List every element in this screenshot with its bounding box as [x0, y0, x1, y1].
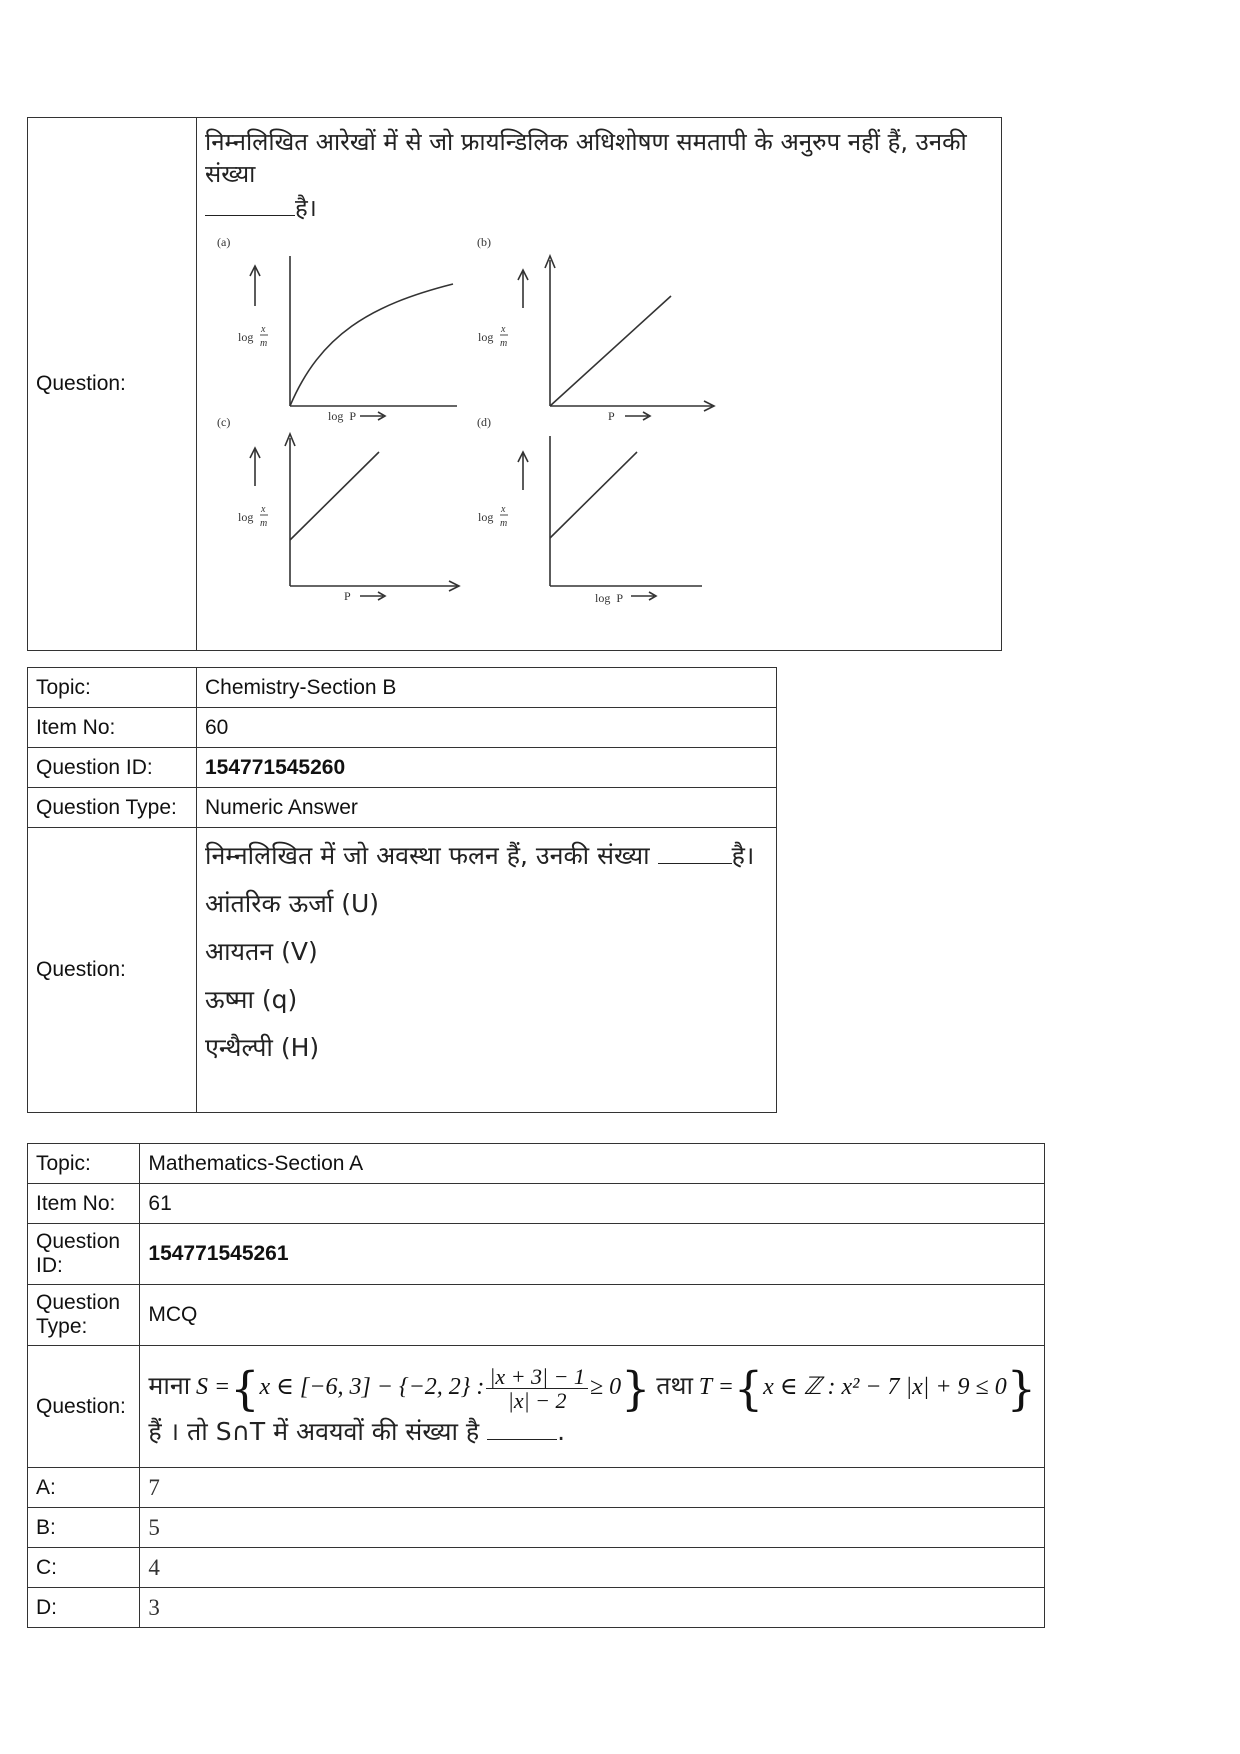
answer-blank [487, 1414, 557, 1440]
question-id-value: 154771545261 [140, 1224, 1045, 1285]
question-type-value: MCQ [140, 1285, 1045, 1346]
question-body [197, 118, 1002, 651]
graph-a-curve [290, 284, 453, 406]
topic-label: Topic: [28, 668, 197, 708]
question-59-table [27, 117, 1002, 651]
set-t-definition: x ∈ ℤ : x² − 7 |x| + 9 ≤ 0 [763, 1374, 1007, 1401]
question-body [140, 1346, 1045, 1468]
graph-c-ylabel: log [238, 510, 254, 525]
graph-a-label: (a) [217, 235, 231, 250]
question-id-value: 154771545260 [197, 748, 777, 788]
graph-a-ylabel: log [238, 330, 254, 345]
question-type-label: Question Type: [28, 1285, 140, 1346]
graph-c-label: (c) [217, 415, 231, 430]
right-brace-icon: } [1006, 1361, 1036, 1416]
question-type-label: Question Type: [28, 788, 197, 828]
question-label: Question: [28, 1346, 140, 1468]
item-no-label: Item No: [28, 1184, 140, 1224]
graph-a-frac-num: x [261, 324, 266, 336]
graph-d-ylabel: log [478, 510, 494, 525]
mana-word: माना [148, 1371, 191, 1401]
list-item: आंतरिक ऊर्जा (U) [205, 889, 380, 918]
option-a-value: 7 [140, 1468, 1045, 1508]
option-d-value: 3 [140, 1588, 1045, 1628]
graph-a-frac-den: m [260, 338, 268, 350]
graph-b-frac-den: m [500, 338, 508, 350]
graph-d-frac-den: m [500, 518, 508, 530]
question-stem-text: निम्नलिखित आरेखों में से जो फ्रायन्डिलिक अधिशोषण समतापी के अनुरुप नहीं हैं, उनकी संख्या [205, 128, 967, 189]
question-line-2-text: हैं । तो S∩T में अवयवों की संख्या है [148, 1417, 480, 1447]
graph-c-xlabel: P [344, 589, 351, 604]
question-id-label: Question ID: [28, 1224, 140, 1285]
question-label: Question: [28, 828, 197, 1113]
graph-b-label: (b) [477, 235, 491, 250]
topic-value: Mathematics-Section A [140, 1144, 1045, 1184]
set-definitions [148, 1361, 1036, 1416]
question-60-table [27, 667, 777, 1113]
question-stem [205, 126, 993, 224]
item-no-value: 60 [197, 708, 777, 748]
item-no-value: 61 [140, 1184, 1045, 1224]
question-line-2 [148, 1414, 1036, 1448]
fraction-numerator: |x + 3| − 1 [486, 1365, 588, 1389]
graph-a-xlabel: log P [328, 409, 357, 424]
option-c-label: C: [28, 1548, 140, 1588]
graph-b-line [550, 296, 671, 406]
left-brace-icon: { [230, 1361, 260, 1416]
question-type-value: Numeric Answer [197, 788, 777, 828]
answer-blank [205, 191, 295, 216]
graph-b-xlabel: P [608, 409, 615, 424]
option-b-value: 5 [140, 1508, 1045, 1548]
set-s-domain: x ∈ [−6, 3] − {−2, 2} : [259, 1374, 485, 1401]
question-stem-end: है। [731, 841, 755, 870]
set-s-lhs: S = [196, 1374, 231, 1401]
set-s-fraction [486, 1365, 588, 1412]
list-item: ऊष्मा (q) [205, 985, 298, 1014]
option-c-value: 4 [140, 1548, 1045, 1588]
left-brace-icon: { [733, 1361, 764, 1416]
option-a-label: A: [28, 1468, 140, 1508]
graph-d-label: (d) [477, 415, 491, 430]
isotherm-graphs [205, 230, 725, 650]
set-t-lhs: T = [698, 1374, 734, 1401]
graph-d-line [550, 452, 637, 538]
graph-b-ylabel: log [478, 330, 494, 345]
question-id-label: Question ID: [28, 748, 197, 788]
question-body [197, 828, 777, 1113]
topic-label: Topic: [28, 1144, 140, 1184]
graph-b-frac-num: x [501, 324, 506, 336]
graph-c-line [290, 452, 379, 540]
list-item: एन्थैल्पी (H) [205, 1033, 320, 1062]
graph-c-frac-num: x [261, 504, 266, 516]
answer-blank [658, 838, 732, 864]
graph-d-xlabel: log P [595, 591, 624, 606]
set-s-condition: ≥ 0 [589, 1374, 622, 1401]
graph-d-frac-num: x [501, 504, 506, 516]
question-stem-end: है। [295, 193, 317, 222]
question-label: Question: [28, 118, 197, 651]
option-d-label: D: [28, 1588, 140, 1628]
option-b-label: B: [28, 1508, 140, 1548]
question-stem [205, 838, 768, 872]
list-item: आयतन (V) [205, 937, 318, 966]
question-stem-text: निम्नलिखित में जो अवस्था फलन हैं, उनकी संख्या [205, 841, 650, 870]
tatha-word: तथा [656, 1371, 693, 1401]
right-brace-icon: } [621, 1361, 651, 1416]
topic-value: Chemistry-Section B [197, 668, 777, 708]
item-no-label: Item No: [28, 708, 197, 748]
graph-c-frac-den: m [260, 518, 268, 530]
fraction-denominator: |x| − 2 [507, 1388, 567, 1413]
question-line-2-end: . [557, 1417, 566, 1447]
question-61-table [27, 1143, 1045, 1628]
